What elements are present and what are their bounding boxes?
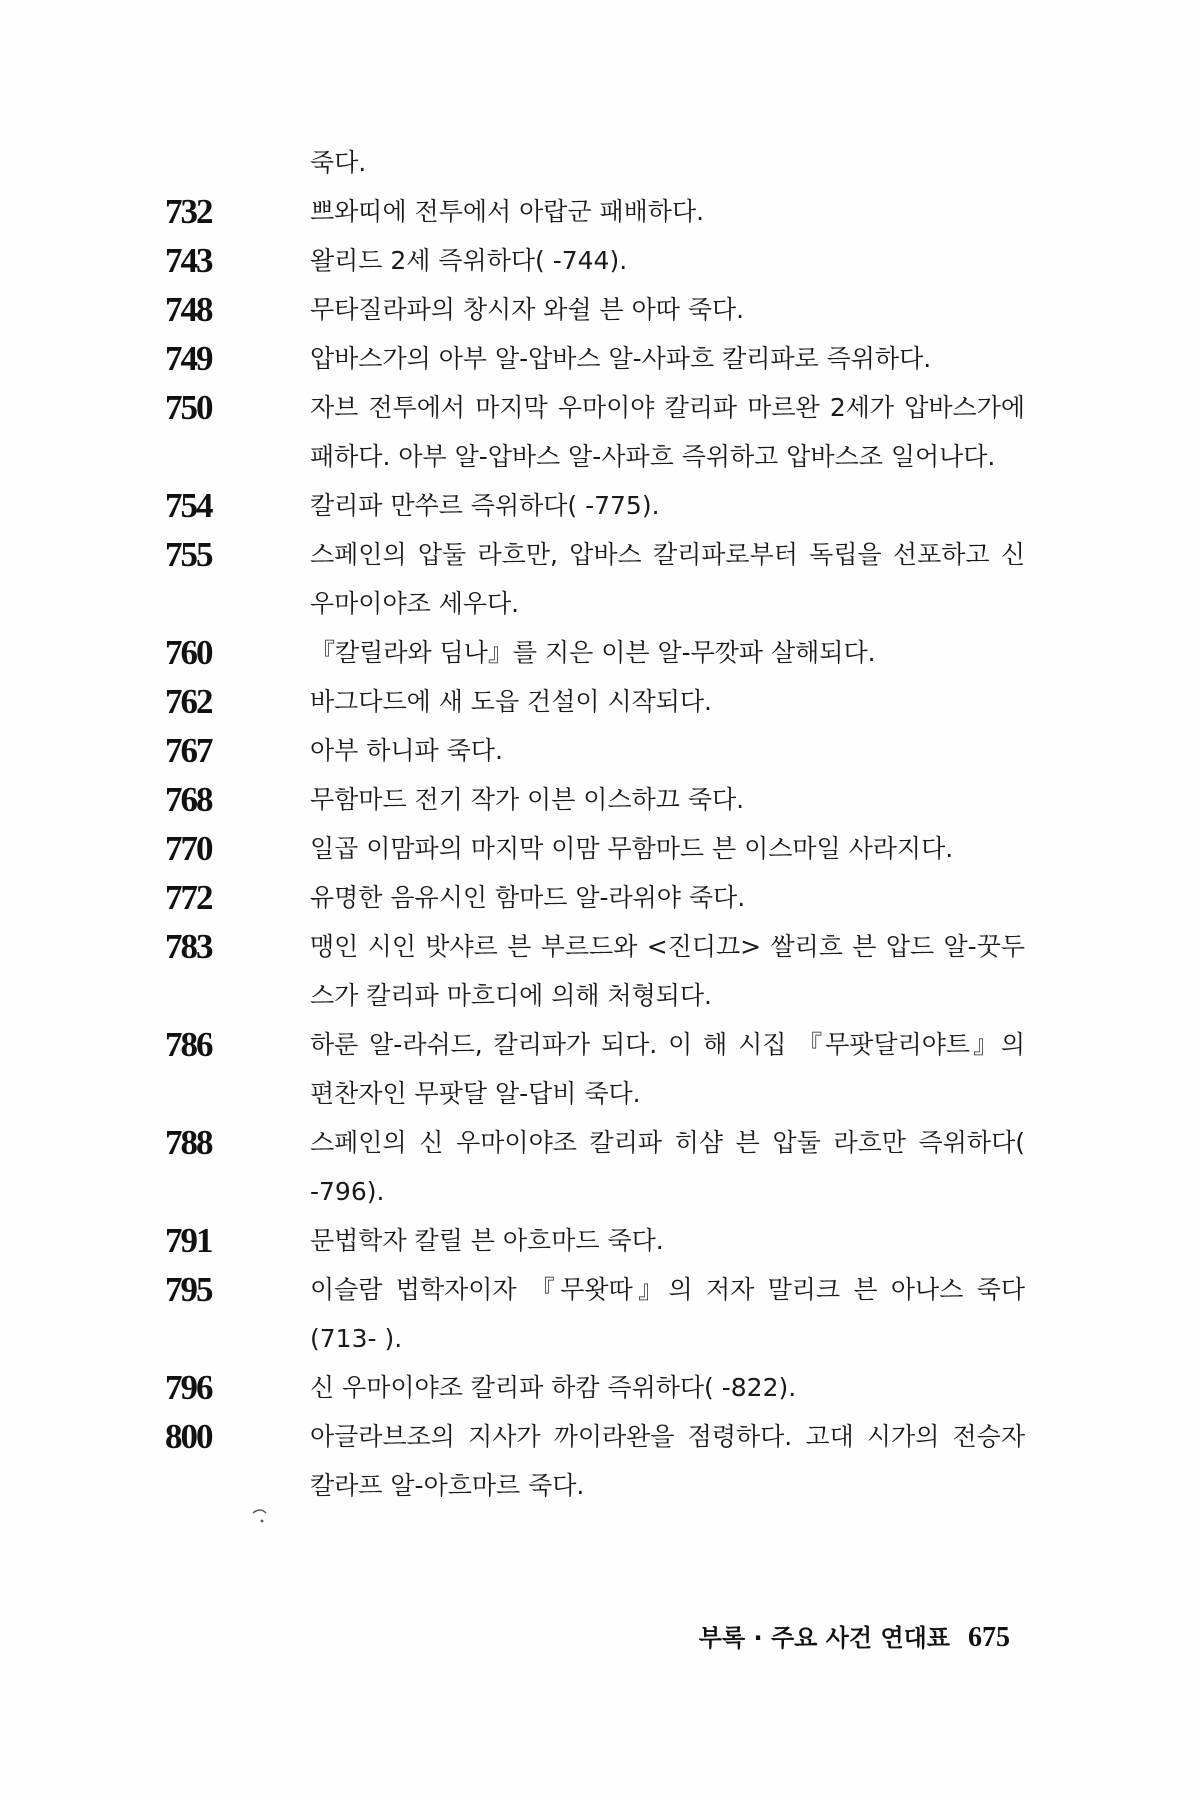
timeline-entry bbox=[165, 187, 1025, 236]
entry-year: 783 bbox=[165, 927, 212, 966]
timeline-entry bbox=[165, 236, 1025, 285]
entry-year: 796 bbox=[165, 1368, 212, 1407]
timeline-entry bbox=[165, 1020, 1025, 1118]
timeline-entry bbox=[165, 1265, 1025, 1363]
entry-text: 칼리파 만쑤르 즉위하다( -775). bbox=[310, 491, 660, 520]
entry-year: 754 bbox=[165, 486, 212, 525]
timeline-entry bbox=[165, 824, 1025, 873]
entry-year: 743 bbox=[165, 241, 212, 280]
page-number: 675 bbox=[968, 1622, 1010, 1653]
entry-text: 일곱 이맘파의 마지막 이맘 무함마드 븐 이스마일 사라지다. bbox=[310, 834, 954, 863]
timeline-entry bbox=[165, 383, 1025, 481]
entry-text: 무타질라파의 창시자 와쉴 븐 아따 죽다. bbox=[310, 295, 745, 324]
entry-year: 767 bbox=[165, 731, 212, 770]
entry-text: 아글라브조의 지사가 까이라완을 점령하다. 고대 시가의 전승자 칼라프 알-아흐마르 죽다. bbox=[310, 1422, 1025, 1500]
entry-text: 무함마드 전기 작가 이븐 이스하끄 죽다. bbox=[310, 785, 745, 814]
timeline-entry bbox=[165, 481, 1025, 530]
entry-year: 750 bbox=[165, 388, 212, 427]
entry-text: 이슬람 법학자이자 『무왓따』의 저자 말리크 븐 아나스 죽다(713- ). bbox=[310, 1275, 1025, 1353]
entry-text: 죽다. bbox=[310, 148, 367, 177]
entry-text: 신 우마이야조 칼리파 하캄 즉위하다( -822). bbox=[310, 1373, 797, 1402]
timeline-entry bbox=[165, 285, 1025, 334]
entry-text: 자브 전투에서 마지막 우마이야 칼리파 마르완 2세가 압바스가에 패하다. 아부 알-압바스 알-사파흐 즉위하고 압바스조 일어나다. bbox=[310, 393, 1025, 471]
print-speck bbox=[250, 1505, 272, 1527]
timeline-entry bbox=[165, 873, 1025, 922]
entry-text: 왈리드 2세 즉위하다( -744). bbox=[310, 246, 628, 275]
entry-year: 755 bbox=[165, 535, 212, 574]
timeline-entry bbox=[165, 922, 1025, 1020]
timeline-entry bbox=[165, 138, 1025, 187]
entry-year: 788 bbox=[165, 1123, 212, 1162]
timeline-entry bbox=[165, 530, 1025, 628]
timeline-entry bbox=[165, 1118, 1025, 1216]
timeline-entry bbox=[165, 1412, 1025, 1510]
timeline-entry bbox=[165, 628, 1025, 677]
entry-year: 748 bbox=[165, 290, 212, 329]
timeline-entry bbox=[165, 726, 1025, 775]
entry-text: 아부 하니파 죽다. bbox=[310, 736, 503, 765]
entry-year: 786 bbox=[165, 1025, 212, 1064]
timeline-entry bbox=[165, 1216, 1025, 1265]
timeline-list bbox=[165, 138, 1025, 1510]
entry-text: 스페인의 신 우마이야조 칼리파 히샴 븐 압둘 라흐만 즉위하다( -796). bbox=[310, 1128, 1025, 1206]
entry-text: 문법학자 칼릴 븐 아흐마드 죽다. bbox=[310, 1226, 664, 1255]
entry-year: 770 bbox=[165, 829, 212, 868]
entry-year: 732 bbox=[165, 192, 212, 231]
timeline-entry bbox=[165, 1363, 1025, 1412]
entry-text: 스페인의 압둘 라흐만, 압바스 칼리파로부터 독립을 선포하고 신 우마이야조 세우다. bbox=[310, 540, 1025, 618]
entry-text: 유명한 음유시인 함마드 알-라위야 죽다. bbox=[310, 883, 746, 912]
entry-year: 772 bbox=[165, 878, 212, 917]
entry-year: 762 bbox=[165, 682, 212, 721]
entry-text: 하룬 알-라쉬드, 칼리파가 되다. 이 해 시집 『무팟달리야트』의 편찬자인 무팟달 알-답비 죽다. bbox=[310, 1030, 1025, 1108]
entry-text: 『칼릴라와 딤나』를 지은 이븐 알-무깟파 살해되다. bbox=[310, 638, 876, 667]
entry-year: 749 bbox=[165, 339, 212, 378]
timeline-entry bbox=[165, 775, 1025, 824]
entry-text: 쁘와띠에 전투에서 아랍군 패배하다. bbox=[310, 197, 705, 226]
entry-year: 760 bbox=[165, 633, 212, 672]
entry-text: 맹인 시인 밧샤르 븐 부르드와 <진디끄> 쌀리흐 븐 압드 알-꿋두스가 칼리파 마흐디에 의해 처형되다. bbox=[310, 932, 1025, 1010]
entry-year: 791 bbox=[165, 1221, 212, 1260]
timeline-entry bbox=[165, 334, 1025, 383]
entry-year: 768 bbox=[165, 780, 212, 819]
timeline-entry bbox=[165, 677, 1025, 726]
entry-year: 795 bbox=[165, 1270, 212, 1309]
page-footer bbox=[699, 1618, 1010, 1654]
running-footer-title: 부록 · 주요 사건 연대표 bbox=[698, 1624, 950, 1652]
entry-text: 바그다드에 새 도읍 건설이 시작되다. bbox=[310, 687, 712, 716]
entry-text: 압바스가의 아부 알-압바스 알-사파흐 칼리파로 즉위하다. bbox=[310, 344, 932, 373]
entry-year: 800 bbox=[165, 1417, 212, 1456]
